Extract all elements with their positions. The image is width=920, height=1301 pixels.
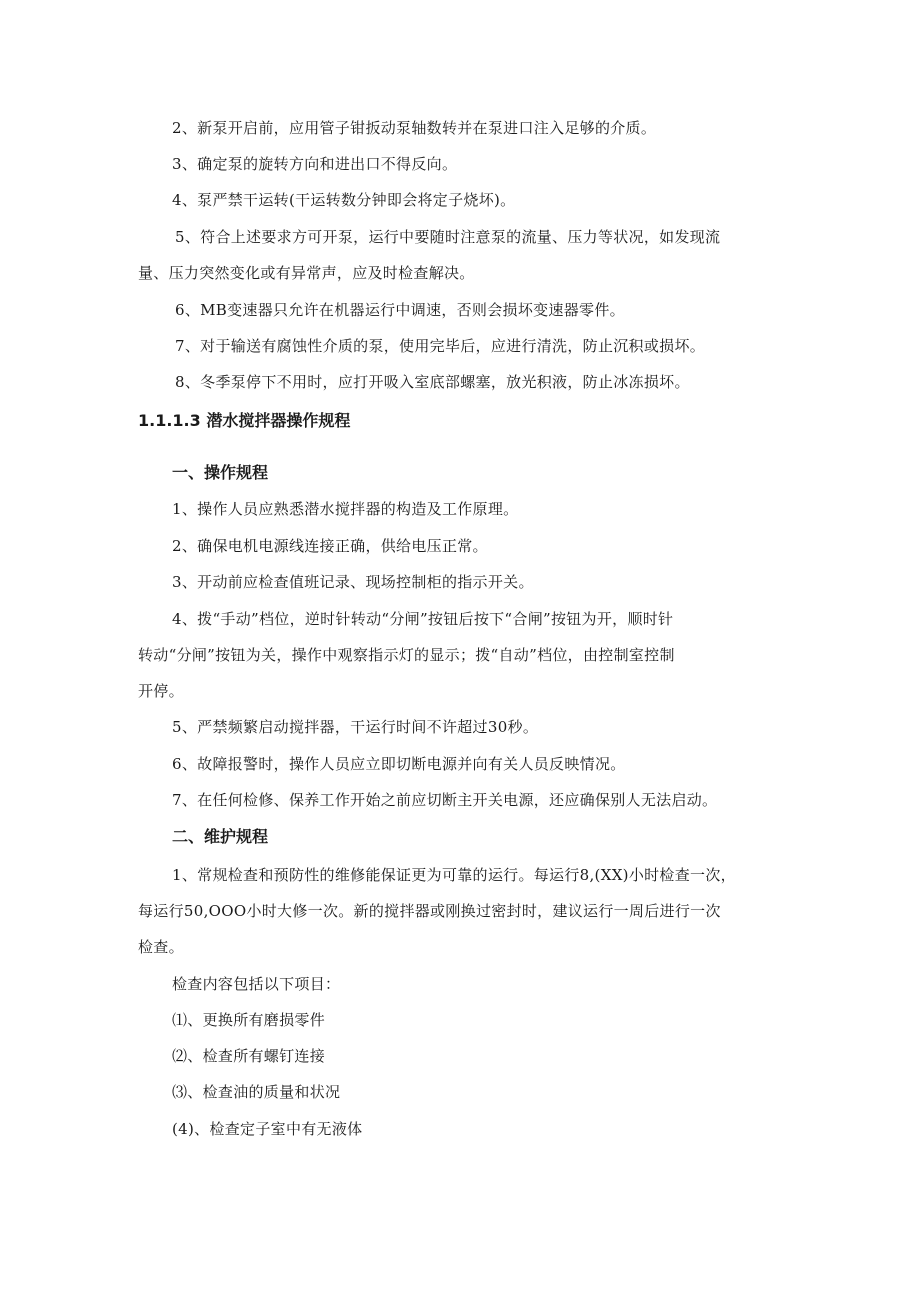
- pump-note-8: 8、冬季泵停下不用时，应打开吸入室底部螺塞，放光积液，防止冰冻损坏。: [175, 373, 690, 391]
- operation-line-3: 3、开动前应检查值班记录、现场控制柜的指示开关。: [172, 573, 534, 591]
- pump-note-3: 3、确定泵的旋转方向和进出口不得反向。: [172, 155, 458, 173]
- operation-line-4b: 转动“分闸”按钮为关，操作中观察指示灯的显示；拨“自动”档位，由控制室控制: [138, 646, 675, 664]
- operation-line-2: 2、确保电机电源线连接正确，供给电压正常。: [172, 537, 488, 555]
- maintenance-check-1: ⑴、更换所有磨损零件: [172, 1011, 326, 1029]
- pump-note-7: 7、对于输送有腐蚀性介质的泵，使用完毕后，应进行清洗，防止沉积或损坏。: [175, 337, 706, 355]
- maintenance-check-4: (4)、检查定子室中有无液体: [172, 1120, 363, 1138]
- maintenance-line-1a: 1、常规检查和预防性的维修能保证更为可靠的运行。每运行8,(XX)小时检查一次，: [172, 866, 736, 884]
- section-title: 1.1.1.3 潜水搅拌器操作规程: [138, 411, 351, 430]
- maintenance-heading: 二、维护规程: [172, 827, 269, 846]
- operation-line-4a: 4、拨“手动”档位，逆时针转动“分闸”按钮后按下“合闸”按钮为开，顺时针: [172, 610, 674, 628]
- pump-note-5-line1: 5、符合上述要求方可开泵，运行中要随时注意泵的流量、压力等状况，如发现流: [175, 228, 721, 246]
- maintenance-check-2: ⑵、检查所有螺钉连接: [172, 1047, 326, 1065]
- pump-note-2: 2、新泵开启前，应用管子钳扳动泵轴数转并在泵进口注入足够的介质。: [172, 119, 657, 137]
- operation-line-4c: 开停。: [138, 682, 184, 700]
- maintenance-line-1c: 检查。: [138, 938, 184, 956]
- operation-line-7: 7、在任何检修、保养工作开始之前应切断主开关电源，还应确保别人无法启动。: [172, 791, 718, 809]
- pump-note-6: 6、MB变速器只允许在机器运行中调速，否则会损坏变速器零件。: [175, 301, 625, 319]
- operation-line-1: 1、操作人员应熟悉潜水搅拌器的构造及工作原理。: [172, 500, 519, 518]
- operation-line-5: 5、严禁频繁启动搅拌器，干运行时间不许超过30秒。: [172, 718, 539, 736]
- operation-line-6: 6、故障报警时，操作人员应立即切断电源并向有关人员反映情况。: [172, 755, 626, 773]
- pump-note-4: 4、泵严禁干运转(干运转数分钟即会将定子烧坏)。: [172, 191, 516, 209]
- maintenance-check-intro: 检查内容包括以下项目：: [172, 975, 341, 993]
- maintenance-check-3: ⑶、检查油的质量和状况: [172, 1083, 341, 1101]
- maintenance-line-1b: 每运行50,OOO小时大修一次。新的搅拌器或刚换过密封时，建议运行一周后进行一次: [138, 902, 721, 920]
- operation-heading: 一、操作规程: [172, 463, 269, 482]
- pump-note-5-line2: 量、压力突然变化或有异常声，应及时检查解决。: [138, 264, 475, 282]
